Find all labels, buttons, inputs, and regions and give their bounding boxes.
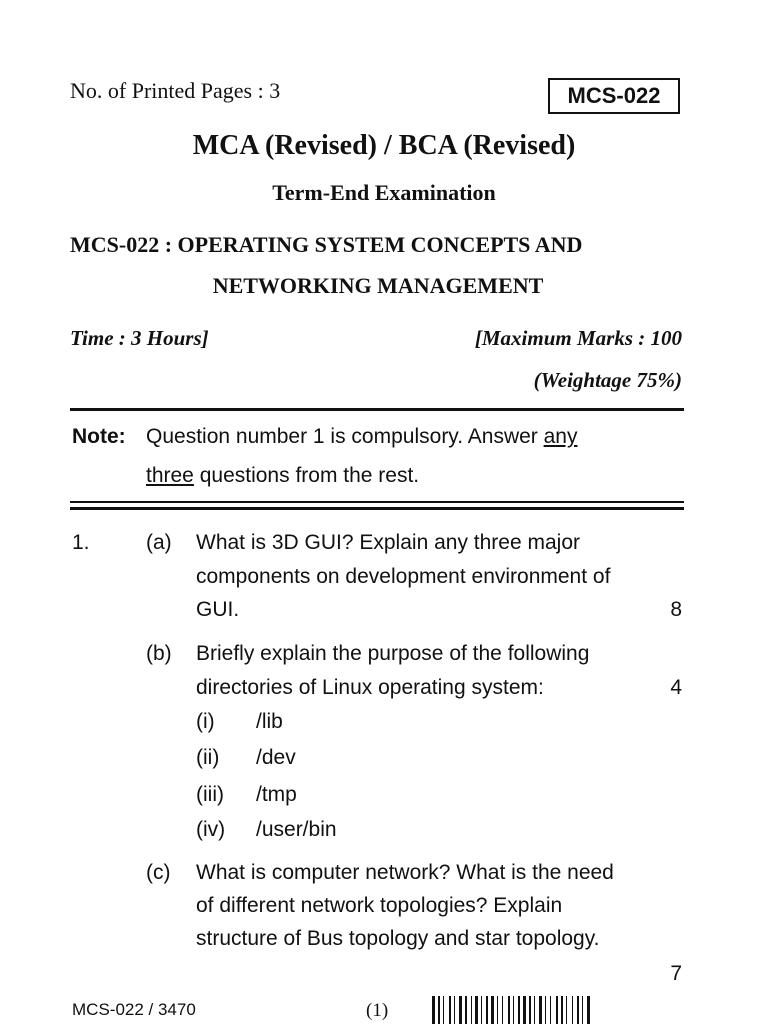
part-a-line2: components on development environment of <box>196 565 611 588</box>
part-b-item-text: /lib <box>256 710 283 733</box>
max-marks-label: [Maximum Marks : 100 <box>474 326 682 350</box>
part-c-label: (c) <box>146 861 171 884</box>
part-b-item-num: (iii) <box>196 783 224 806</box>
barcode-bar <box>577 996 579 1024</box>
part-b-item-text: /user/bin <box>256 818 337 841</box>
note-label: Note: <box>72 425 126 448</box>
part-c-marks: 7 <box>670 962 682 985</box>
barcode-bar <box>443 996 444 1024</box>
note-underlined-any: any <box>543 425 578 448</box>
barcode-bar <box>481 996 482 1024</box>
time-label: Time : 3 Hours] <box>70 326 209 350</box>
barcode-bar <box>491 996 494 1024</box>
footer-code: MCS-022 / 3470 <box>72 1000 196 1019</box>
note-text-line2 <box>146 464 419 488</box>
part-a-line3: GUI. <box>196 598 240 621</box>
course-title-line2: NETWORKING MANAGEMENT <box>212 273 544 298</box>
barcode-bar <box>572 996 573 1024</box>
double-divider-upper <box>70 501 684 503</box>
paper-code-box: MCS-022 <box>548 78 680 114</box>
barcode-bar <box>587 996 590 1024</box>
exam-title: MCA (Revised) / BCA (Revised) <box>192 130 576 161</box>
part-a-marks: 8 <box>670 598 682 621</box>
part-b-marks: 4 <box>670 676 682 699</box>
barcode-bar <box>529 996 531 1024</box>
barcode-bar <box>561 996 563 1024</box>
question-number: 1. <box>72 531 90 554</box>
part-b-item-text: /dev <box>256 746 296 769</box>
note-text-line1 <box>146 425 577 449</box>
footer-page-number: (1) <box>366 1000 389 1021</box>
barcode-bar <box>508 996 510 1024</box>
part-c-line3: structure of Bus topology and star topology. <box>196 927 600 950</box>
barcode-bar <box>475 996 478 1024</box>
part-a-line1: What is 3D GUI? Explain any three major <box>196 531 580 554</box>
part-b-item-num: (i) <box>196 710 215 733</box>
barcode-bar <box>465 996 467 1024</box>
barcode-bar <box>432 996 435 1024</box>
top-divider <box>70 408 684 411</box>
weightage-label: (Weightage 75%) <box>533 368 682 392</box>
note-underlined-three: three <box>146 464 194 487</box>
barcode-bar <box>550 996 551 1024</box>
part-b-line2: directories of Linux operating system: <box>196 676 544 699</box>
double-divider-lower <box>70 507 684 510</box>
barcode-bar <box>518 996 520 1024</box>
exam-subtitle: Term-End Examination <box>272 180 496 205</box>
barcode-bar <box>454 996 455 1024</box>
barcode-bar <box>539 996 542 1024</box>
barcode-bar <box>545 996 546 1024</box>
barcode-bar <box>497 996 498 1024</box>
barcode-bar <box>438 996 440 1024</box>
barcode-bar <box>523 996 526 1024</box>
barcode-bar <box>556 996 558 1024</box>
printed-pages: No. of Printed Pages : 3 <box>70 78 281 103</box>
barcode-bar <box>513 996 514 1024</box>
part-b-label: (b) <box>146 642 172 665</box>
barcode-bar <box>582 996 583 1024</box>
barcode-bar <box>486 996 488 1024</box>
barcode-bar <box>449 996 451 1024</box>
part-a-label: (a) <box>146 531 172 554</box>
part-b-item-num: (iv) <box>196 818 226 841</box>
part-b-line1: Briefly explain the purpose of the following <box>196 642 590 665</box>
part-c-line1: What is computer network? What is the need <box>196 861 614 884</box>
barcode-bar <box>502 996 503 1024</box>
barcode-image <box>432 996 670 1024</box>
part-b-item-text: /tmp <box>256 783 297 806</box>
barcode-bar <box>459 996 462 1024</box>
barcode-bar <box>566 996 567 1024</box>
note-text-a: Question number 1 is compulsory. Answer <box>146 425 544 448</box>
barcode-bar <box>471 996 472 1024</box>
part-c-line2: of different network topologies? Explain <box>196 894 563 917</box>
barcode-bar <box>534 996 535 1024</box>
course-title-line1: MCS-022 : OPERATING SYSTEM CONCEPTS AND <box>70 232 583 257</box>
note-text-b: questions from the rest. <box>193 464 420 487</box>
part-b-item-num: (ii) <box>196 746 220 769</box>
